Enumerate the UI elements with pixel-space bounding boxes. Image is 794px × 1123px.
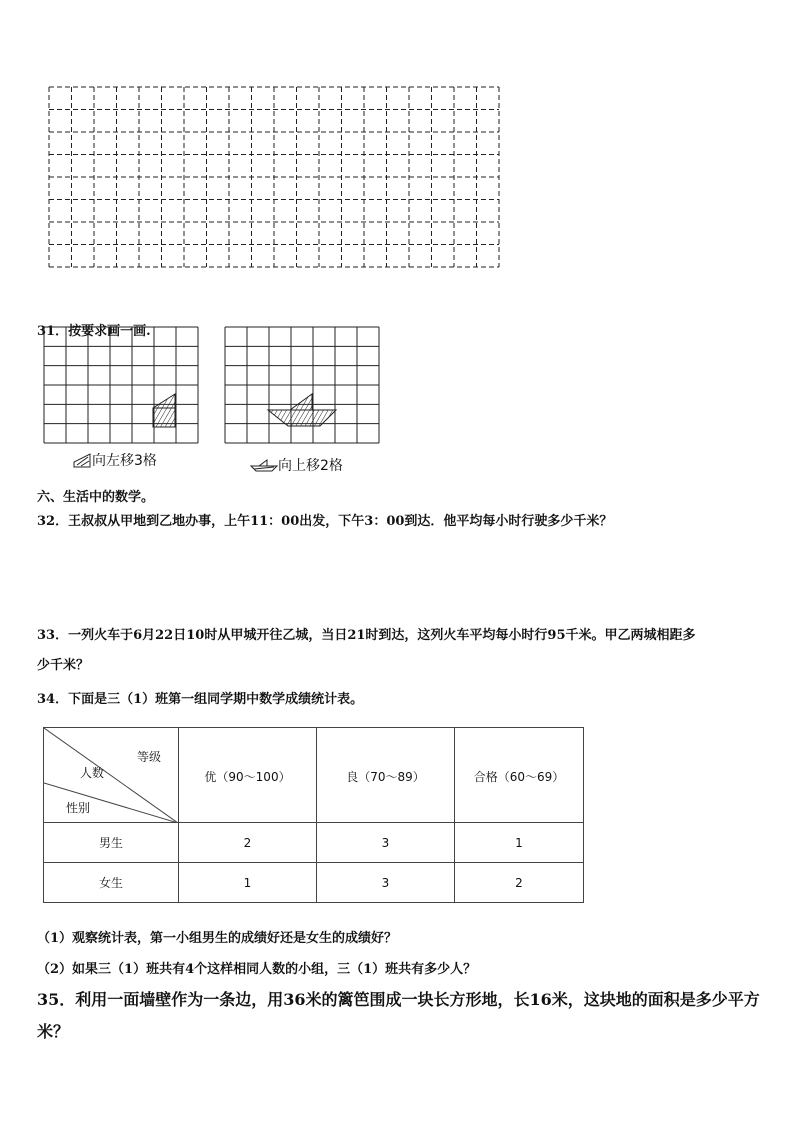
table-cell: 2 [455, 863, 584, 903]
table-cell: 1 [179, 863, 317, 903]
question-34-sub1: （1）观察统计表，第一小组男生的成绩好还是女生的成绩好？ [37, 931, 398, 946]
table-header: 良（70～89） [317, 728, 455, 823]
question-33-line2: 少千米？ [37, 658, 90, 673]
question-33-line1: 33．一列火车于6月22日10时从甲城开往乙城，当日21时到达，这列火车平均每小时行95千米。甲乙两城相距多 [37, 628, 696, 643]
table-header: 优（90～100） [179, 728, 317, 823]
score-statistics-table [43, 727, 584, 903]
table-row [44, 863, 584, 903]
row-label: 女生 [44, 863, 179, 903]
translation-grid-right [224, 326, 380, 444]
corner-label-gender: 性别 [66, 801, 91, 815]
table-corner-cell [44, 728, 179, 823]
section-6-heading: 六、生活中的数学。 [37, 490, 155, 505]
table-cell: 3 [317, 863, 455, 903]
table-row [44, 823, 584, 863]
question-34-sub2: （2）如果三（1）班共有4个这样相同人数的小组，三（1）班共有多少人？ [37, 962, 477, 977]
caption-left: 向左移3格 [72, 450, 157, 470]
question-31: 31．按要求画一画. [37, 324, 151, 339]
table-cell: 3 [317, 823, 455, 863]
boat-shape-icon [250, 458, 278, 472]
table-header: 合格（60～69） [455, 728, 584, 823]
dashed-drawing-grid [48, 86, 502, 270]
question-32: 32．王叔叔从甲地到乙地办事，上午11：00出发，下午3：00到达．他平均每小时行驶多少千米？ [37, 514, 613, 529]
shaded-flag-shape [153, 394, 175, 427]
question-35-line1: 35．利用一面墙壁作为一条边，用36米的篱笆围成一块长方形地，长16米，这块地的面积是多少平方 [37, 990, 760, 1009]
question-34: 34．下面是三（1）班第一组同学期中数学成绩统计表。 [37, 692, 364, 707]
corner-label-count: 人数 [80, 766, 105, 780]
caption-right: 向上移2格 [250, 455, 343, 475]
row-label: 男生 [44, 823, 179, 863]
flag-shape-icon [72, 452, 92, 468]
table-cell: 2 [179, 823, 317, 863]
table-cell: 1 [455, 823, 584, 863]
translation-grid-left [43, 326, 199, 444]
corner-label-grade: 等级 [137, 750, 162, 764]
question-35-line2: 米？ [37, 1022, 70, 1041]
